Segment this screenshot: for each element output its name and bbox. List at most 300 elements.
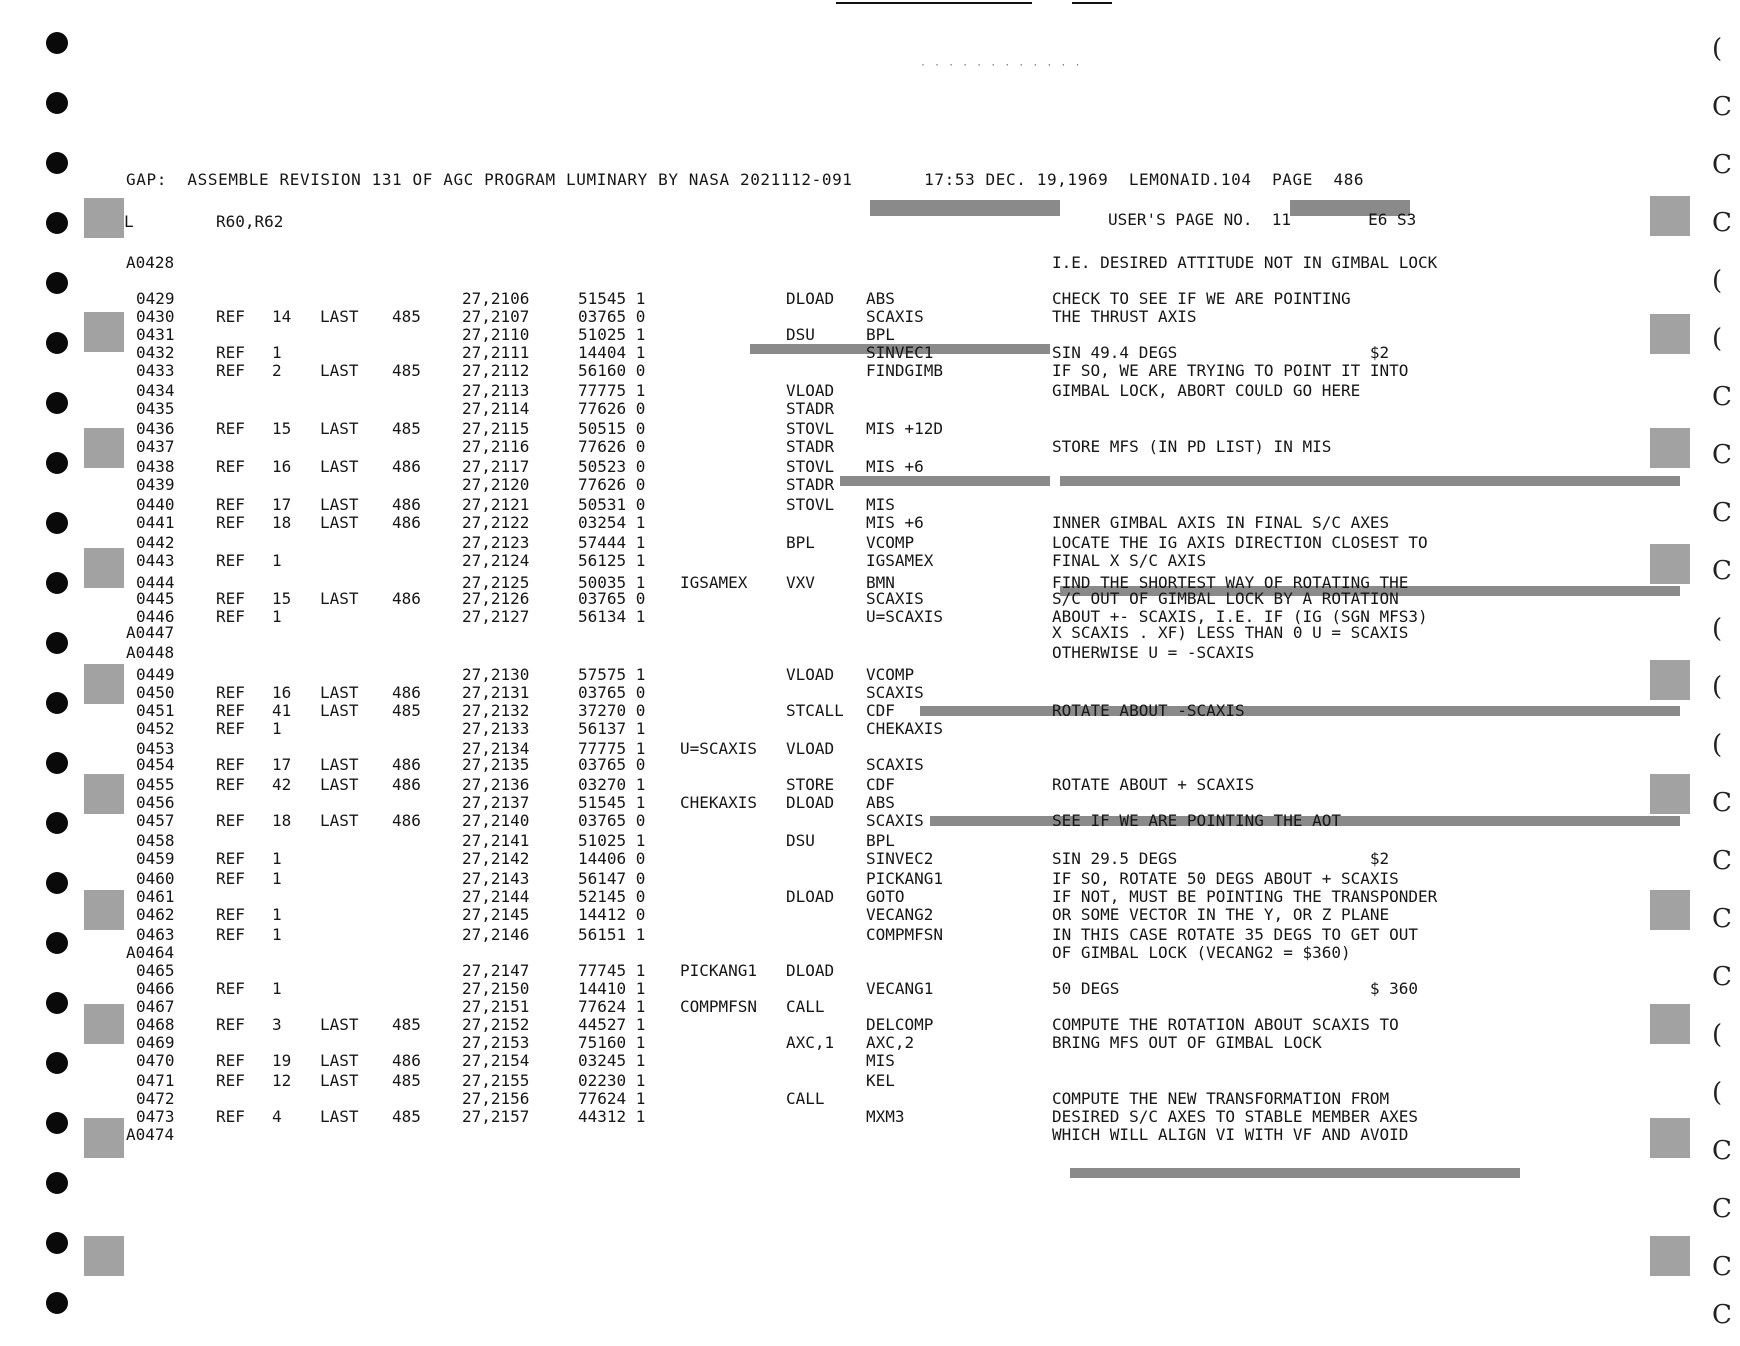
line-code: 02230 1: [578, 1071, 646, 1090]
line-ref: REF: [216, 701, 245, 720]
line-refnum: 17: [272, 755, 292, 774]
line-addr: 27,2126: [462, 589, 530, 608]
line-comment: S/C OUT OF GIMBAL LOCK BY A ROTATION: [1052, 589, 1399, 608]
listing-line: [0, 644, 1700, 662]
listing-line: [0, 906, 1700, 924]
line-addr: 27,2157: [462, 1107, 530, 1126]
line-code: 56137 1: [578, 719, 646, 738]
line-addr: 27,2135: [462, 755, 530, 774]
line-seq: 0458: [136, 831, 175, 850]
line-addr: 27,2107: [462, 307, 530, 326]
line-seq: 0455: [136, 775, 175, 794]
line-seq: 0463: [136, 925, 175, 944]
line-seq: 0451: [136, 701, 175, 720]
line-operand: VCOMP: [866, 665, 915, 684]
line-comment: I.E. DESIRED ATTITUDE NOT IN GIMBAL LOCK: [1052, 253, 1438, 272]
listing-line: [0, 926, 1700, 944]
line-comment: GIMBAL LOCK, ABORT COULD GO HERE: [1052, 381, 1361, 400]
sprocket-hole: [46, 1292, 68, 1314]
line-addr: 27,2143: [462, 869, 530, 888]
line-label: COMPMFSN: [680, 997, 758, 1016]
listing-line: [0, 756, 1700, 774]
line-ref: REF: [216, 589, 245, 608]
line-seq: 0467: [136, 997, 175, 1016]
line-seq: 0453: [136, 739, 175, 758]
line-last: LAST: [320, 1051, 359, 1070]
line-addr: 27,2150: [462, 979, 530, 998]
line-addr: 27,2136: [462, 775, 530, 794]
line-ref: REF: [216, 1107, 245, 1126]
line-addr: 27,2146: [462, 925, 530, 944]
line-refnum: 2: [272, 361, 282, 380]
line-addr: 27,2110: [462, 325, 530, 344]
line-operand: BPL: [866, 325, 895, 344]
line-addr: 27,2133: [462, 719, 530, 738]
line-op: DSU: [786, 831, 815, 850]
line-seq: 0473: [136, 1107, 175, 1126]
line-operand: MIS +6: [866, 513, 924, 532]
listing-line: [0, 382, 1700, 400]
line-page: 485: [392, 419, 421, 438]
line-seq: 0438: [136, 457, 175, 476]
line-addr: 27,2145: [462, 905, 530, 924]
line-last: LAST: [320, 419, 359, 438]
line-operand: CDF: [866, 775, 895, 794]
line-seq: 0471: [136, 1071, 175, 1090]
line-label: PICKANG1: [680, 961, 758, 980]
top-rule: [1072, 2, 1112, 4]
line-op: STORE: [786, 775, 835, 794]
line-addr: 27,2155: [462, 1071, 530, 1090]
line-refnum: 14: [272, 307, 292, 326]
line-last: LAST: [320, 811, 359, 830]
line-addr: 27,2122: [462, 513, 530, 532]
line-last: LAST: [320, 513, 359, 532]
line-code: 51025 1: [578, 831, 646, 850]
line-ref: REF: [216, 755, 245, 774]
line-ref: REF: [216, 343, 245, 362]
line-code: 77624 1: [578, 997, 646, 1016]
line-code: 03765 0: [578, 589, 646, 608]
line-ref: REF: [216, 979, 245, 998]
line-code: 57444 1: [578, 533, 646, 552]
line-refnum: 19: [272, 1051, 292, 1070]
margin-mark: C: [1712, 92, 1732, 122]
line-comment: CHECK TO SEE IF WE ARE POINTING: [1052, 289, 1351, 308]
line-seq: 0433: [136, 361, 175, 380]
line-ref: REF: [216, 1051, 245, 1070]
line-last: LAST: [320, 1071, 359, 1090]
line-ref: REF: [216, 361, 245, 380]
line-seq: 0446: [136, 607, 175, 626]
line-page: 486: [392, 1051, 421, 1070]
line-addr: 27,2106: [462, 289, 530, 308]
line-seq: 0468: [136, 1015, 175, 1034]
line-operand: VCOMP: [866, 533, 915, 552]
listing-line: [0, 400, 1700, 418]
line-op: DSU: [786, 325, 815, 344]
line-last: LAST: [320, 755, 359, 774]
margin-mark: C: [1712, 556, 1732, 586]
line-seq: 0437: [136, 437, 175, 456]
line-last: LAST: [320, 495, 359, 514]
line-comment: FIND THE SHORTEST WAY OF ROTATING THE: [1052, 573, 1409, 592]
line-ref: REF: [216, 683, 245, 702]
line-ref: REF: [216, 495, 245, 514]
line-code: 50515 0: [578, 419, 646, 438]
line-operand: SCAXIS: [866, 755, 924, 774]
listing-line: [0, 420, 1700, 438]
line-operand: IGSAMEX: [866, 551, 934, 570]
line-addr: 27,2152: [462, 1015, 530, 1034]
listing-line: [0, 624, 1700, 642]
line-code: 57575 1: [578, 665, 646, 684]
line-addr: 27,2114: [462, 399, 530, 418]
line-page: 486: [392, 683, 421, 702]
margin-mark: C: [1712, 1194, 1732, 1224]
line-seq: 0442: [136, 533, 175, 552]
listing-line: [0, 980, 1700, 998]
line-operand: U=SCAXIS: [866, 607, 944, 626]
routine-label: R60,R62: [216, 212, 284, 231]
line-code: 03765 0: [578, 755, 646, 774]
line-operand: MIS +6: [866, 457, 924, 476]
line-comment: ABOUT +- SCAXIS, I.E. IF (IG (SGN MFS3): [1052, 607, 1428, 626]
listing-line: [0, 870, 1700, 888]
line-seq: 0465: [136, 961, 175, 980]
line-code: 50531 0: [578, 495, 646, 514]
line-refnum: 1: [272, 719, 282, 738]
line-comment: INNER GIMBAL AXIS IN FINAL S/C AXES: [1052, 513, 1390, 532]
listing-line: [0, 998, 1700, 1016]
print-smear: [1070, 1168, 1520, 1178]
line-page: 485: [392, 701, 421, 720]
line-code: 51025 1: [578, 325, 646, 344]
line-seq: A0447: [126, 623, 175, 642]
line-seq: 0436: [136, 419, 175, 438]
listing-line: [0, 850, 1700, 868]
line-seq: 0452: [136, 719, 175, 738]
line-code: 03765 0: [578, 307, 646, 326]
listing-line: [0, 702, 1700, 720]
line-refnum: 16: [272, 457, 292, 476]
listing-line: [0, 1052, 1700, 1070]
line-operand: SCAXIS: [866, 811, 924, 830]
margin-mark: C: [1712, 150, 1732, 180]
listing-line: [0, 1072, 1700, 1090]
line-comment: LOCATE THE IG AXIS DIRECTION CLOSEST TO: [1052, 533, 1428, 552]
listing-line: [0, 326, 1700, 344]
line-seq: 0457: [136, 811, 175, 830]
line-page: 486: [392, 495, 421, 514]
margin-mark: C: [1712, 440, 1732, 470]
line-ref: REF: [216, 457, 245, 476]
line-code: 75160 1: [578, 1033, 646, 1052]
line-seq: A0464: [126, 943, 175, 962]
line-addr: 27,2154: [462, 1051, 530, 1070]
line-comment: IN THIS CASE ROTATE 35 DEGS TO GET OUT: [1052, 925, 1419, 944]
line-last: LAST: [320, 457, 359, 476]
line-refnum: 17: [272, 495, 292, 514]
line-operand: SINVEC2: [866, 849, 934, 868]
line-addr: 27,2127: [462, 607, 530, 626]
line-seq: 0435: [136, 399, 175, 418]
line-comment: X SCAXIS . XF) LESS THAN 0 U = SCAXIS: [1052, 623, 1409, 642]
line-seq: 0469: [136, 1033, 175, 1052]
line-code: 03765 0: [578, 811, 646, 830]
line-page: 486: [392, 775, 421, 794]
line-operand: MIS +12D: [866, 419, 944, 438]
line-refnum: 15: [272, 589, 292, 608]
sprocket-hole: [46, 1172, 68, 1194]
line-op: DLOAD: [786, 793, 835, 812]
line-ref: REF: [216, 719, 245, 738]
line-comment: BRING MFS OUT OF GIMBAL LOCK: [1052, 1033, 1322, 1052]
line-comment: COMPUTE THE ROTATION ABOUT SCAXIS TO: [1052, 1015, 1399, 1034]
line-operand: SCAXIS: [866, 589, 924, 608]
line-seq: 0466: [136, 979, 175, 998]
line-code: 14412 0: [578, 905, 646, 924]
line-comment: SEE IF WE ARE POINTING THE AOT: [1052, 811, 1341, 830]
line-seq: 0472: [136, 1089, 175, 1108]
margin-mark: (: [1712, 266, 1723, 296]
listing-line: [0, 666, 1700, 684]
margin-mark: C: [1712, 208, 1732, 238]
line-last: LAST: [320, 1015, 359, 1034]
line-page: 486: [392, 457, 421, 476]
listing-line: [0, 514, 1700, 532]
line-refnum: 1: [272, 849, 282, 868]
line-seq: 0470: [136, 1051, 175, 1070]
line-label: CHEKAXIS: [680, 793, 758, 812]
line-ref: REF: [216, 419, 245, 438]
line-seq: 0430: [136, 307, 175, 326]
line-refnum: 1: [272, 343, 282, 362]
line-addr: 27,2137: [462, 793, 530, 812]
line-code: 77745 1: [578, 961, 646, 980]
line-refnum: 18: [272, 811, 292, 830]
user-page-label: USER'S PAGE NO. 11 E6 S3: [1108, 210, 1417, 229]
line-comment: IF SO, WE ARE TRYING TO POINT IT INTO: [1052, 361, 1409, 380]
line-ref: REF: [216, 869, 245, 888]
line-op: STADR: [786, 437, 835, 456]
line-last: LAST: [320, 589, 359, 608]
listing-line: [0, 720, 1700, 738]
line-comment: IF NOT, MUST BE POINTING THE TRANSPONDER: [1052, 887, 1438, 906]
line-addr: 27,2124: [462, 551, 530, 570]
line-seq: 0450: [136, 683, 175, 702]
line-addr: 27,2117: [462, 457, 530, 476]
line-page: 486: [392, 513, 421, 532]
line-ref: REF: [216, 551, 245, 570]
line-seq: 0432: [136, 343, 175, 362]
line-last: LAST: [320, 775, 359, 794]
line-page: 485: [392, 1071, 421, 1090]
line-refnum: 18: [272, 513, 292, 532]
line-code: 56134 1: [578, 607, 646, 626]
line-ref: REF: [216, 513, 245, 532]
listing-line: [0, 496, 1700, 514]
margin-mark: (: [1712, 1020, 1723, 1050]
line-ref: REF: [216, 905, 245, 924]
line-ref: REF: [216, 1015, 245, 1034]
line-seq: A0474: [126, 1125, 175, 1144]
line-addr: 27,2153: [462, 1033, 530, 1052]
line-code: 77775 1: [578, 739, 646, 758]
line-refnum: 41: [272, 701, 292, 720]
sprocket-hole: [46, 32, 68, 54]
listing-header: GAP: ASSEMBLE REVISION 131 OF AGC PROGRAM LUMINARY BY NASA 2021112-091 17:53 DEC. 19,1969 LEMONAID.104 PAGE 486: [126, 170, 1365, 189]
line-refnum: 1: [272, 979, 282, 998]
print-blotch: [84, 198, 124, 238]
line-ref: REF: [216, 811, 245, 830]
line-page: 485: [392, 361, 421, 380]
line-operand: VECANG2: [866, 905, 934, 924]
line-addr: 27,2131: [462, 683, 530, 702]
line-seq: 0439: [136, 475, 175, 494]
line-comment: COMPUTE THE NEW TRANSFORMATION FROM: [1052, 1089, 1390, 1108]
line-operand: DELCOMP: [866, 1015, 934, 1034]
listing-line: [0, 534, 1700, 552]
margin-mark: C: [1712, 788, 1732, 818]
line-comment: THE THRUST AXIS: [1052, 307, 1197, 326]
sprocket-hole: [46, 152, 68, 174]
line-operand: ABS: [866, 793, 895, 812]
listing-line: [0, 944, 1700, 962]
listing-line: [0, 962, 1700, 980]
line-code: 14410 1: [578, 979, 646, 998]
line-operand: MIS: [866, 1051, 895, 1070]
line-comment: IF SO, ROTATE 50 DEGS ABOUT + SCAXIS: [1052, 869, 1399, 888]
listing-line: [0, 590, 1700, 608]
line-code: 03270 1: [578, 775, 646, 794]
line-code: 03765 0: [578, 683, 646, 702]
listing-line: [0, 308, 1700, 326]
line-refnum: 16: [272, 683, 292, 702]
margin-mark: C: [1712, 1136, 1732, 1166]
line-last: LAST: [320, 361, 359, 380]
listing-line: [0, 1108, 1700, 1126]
line-ref: REF: [216, 307, 245, 326]
line-code: 52145 0: [578, 887, 646, 906]
line-refnum: 4: [272, 1107, 282, 1126]
line-addr: 27,2121: [462, 495, 530, 514]
line-comment: WHICH WILL ALIGN VI WITH VF AND AVOID: [1052, 1125, 1409, 1144]
line-code: 03245 1: [578, 1051, 646, 1070]
line-seq: 0449: [136, 665, 175, 684]
line-page: 486: [392, 755, 421, 774]
line-op: CALL: [786, 1089, 825, 1108]
line-addr: 27,2134: [462, 739, 530, 758]
line-refnum: 1: [272, 869, 282, 888]
line-op: STADR: [786, 399, 835, 418]
line-addr: 27,2147: [462, 961, 530, 980]
line-operand: PICKANG1: [866, 869, 944, 888]
line-op: VXV: [786, 573, 815, 592]
listing-line: [0, 438, 1700, 456]
line-operand: ABS: [866, 289, 895, 308]
line-seq: 0443: [136, 551, 175, 570]
line-code: 44312 1: [578, 1107, 646, 1126]
line-operand: SINVEC1: [866, 343, 934, 362]
line-addr: 27,2151: [462, 997, 530, 1016]
line-comment: ROTATE ABOUT -SCAXIS: [1052, 701, 1245, 720]
line-code: 50523 0: [578, 457, 646, 476]
line-seq: 0440: [136, 495, 175, 514]
line-seq: 0459: [136, 849, 175, 868]
listing-line: [0, 254, 1700, 272]
line-addr: 27,2156: [462, 1089, 530, 1108]
line-addr: 27,2113: [462, 381, 530, 400]
line-comment: FINAL X S/C AXIS: [1052, 551, 1207, 570]
line-code: 50035 1: [578, 573, 646, 592]
line-code: 77624 1: [578, 1089, 646, 1108]
listing-line: [0, 1126, 1700, 1144]
line-seq: 0431: [136, 325, 175, 344]
line-code: 03254 1: [578, 513, 646, 532]
line-seq: 0444: [136, 573, 175, 592]
line-page: 486: [392, 589, 421, 608]
line-seq: 0434: [136, 381, 175, 400]
line-code: 14404 1: [578, 343, 646, 362]
line-page: 486: [392, 811, 421, 830]
line-op: DLOAD: [786, 961, 835, 980]
line-op: STADR: [786, 475, 835, 494]
margin-mark: (: [1712, 672, 1723, 702]
line-addr: 27,2123: [462, 533, 530, 552]
line-code: 56151 1: [578, 925, 646, 944]
line-addr: 27,2144: [462, 887, 530, 906]
line-seq: A0448: [126, 643, 175, 662]
listing-line: [0, 552, 1700, 570]
line-comment: DESIRED S/C AXES TO STABLE MEMBER AXES: [1052, 1107, 1419, 1126]
line-code: 77626 0: [578, 399, 646, 418]
margin-mark: C: [1712, 1300, 1732, 1330]
line-refnum: 1: [272, 551, 282, 570]
listing-line: [0, 458, 1700, 476]
line-comment: OR SOME VECTOR IN THE Y, OR Z PLANE: [1052, 905, 1390, 924]
line-code: 14406 0: [578, 849, 646, 868]
line-op: AXC,1: [786, 1033, 835, 1052]
listing-line: [0, 344, 1700, 362]
line-seq: 0460: [136, 869, 175, 888]
line-comment: OTHERWISE U = -SCAXIS: [1052, 643, 1255, 662]
line-addr: 27,2115: [462, 419, 530, 438]
listing-line: [0, 794, 1700, 812]
line-seq: 0462: [136, 905, 175, 924]
line-code: 56160 0: [578, 361, 646, 380]
line-seq: 0429: [136, 289, 175, 308]
line-label: U=SCAXIS: [680, 739, 758, 758]
line-op: STCALL: [786, 701, 844, 720]
line-ref: REF: [216, 849, 245, 868]
line-refnum: 15: [272, 419, 292, 438]
line-last: LAST: [320, 1107, 359, 1126]
print-blotch: [1650, 196, 1690, 236]
line-operand: AXC,2: [866, 1033, 915, 1052]
line-ref: REF: [216, 775, 245, 794]
margin-mark: C: [1712, 382, 1732, 412]
line-addr: 27,2116: [462, 437, 530, 456]
line-operand: CHEKAXIS: [866, 719, 944, 738]
line-op: DLOAD: [786, 289, 835, 308]
line-comment: OF GIMBAL LOCK (VECANG2 = $360): [1052, 943, 1351, 962]
line-operand: MIS: [866, 495, 895, 514]
line-code: 56147 0: [578, 869, 646, 888]
line-ref: REF: [216, 925, 245, 944]
line-refnum: 42: [272, 775, 292, 794]
line-last: LAST: [320, 683, 359, 702]
